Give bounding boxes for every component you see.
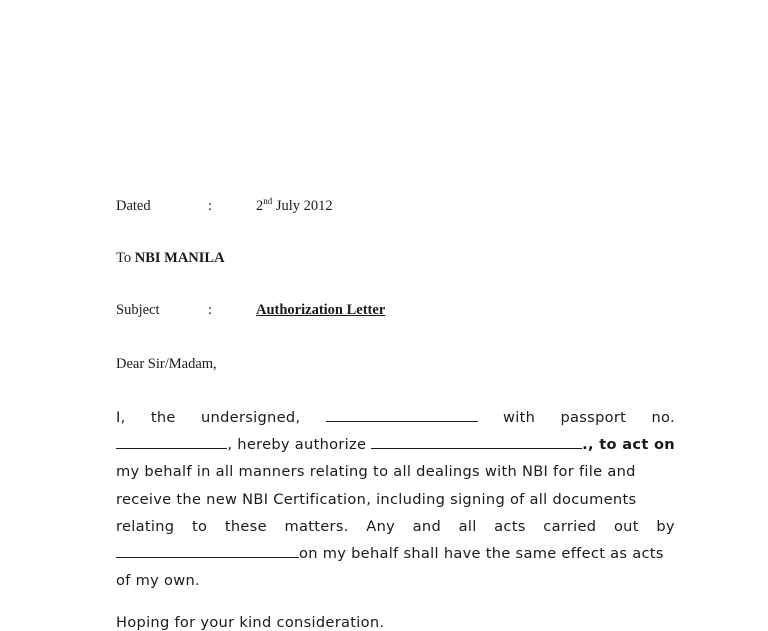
body-line-6 — [116, 540, 675, 567]
word: no. — [651, 409, 675, 426]
word: with — [503, 409, 536, 426]
word: by — [656, 517, 675, 535]
dated-label: Dated — [116, 197, 151, 214]
body-paragraph — [116, 404, 675, 594]
word: passport — [560, 409, 627, 426]
word: all — [458, 517, 477, 535]
date-value — [256, 198, 333, 214]
recipient-name: NBI MANILA — [134, 250, 225, 266]
subject-row — [116, 302, 385, 319]
word: carried — [543, 517, 597, 535]
body-text: receive the new NBI Certification, including signing of all documents — [116, 490, 637, 508]
word: acts — [494, 517, 526, 535]
date-rest: July 2012 — [272, 197, 333, 214]
word: out — [613, 517, 639, 535]
body-text: my behalf in all manners relating to all dealings with NBI for file and — [116, 463, 636, 481]
word: undersigned, — [201, 409, 301, 426]
dated-row — [116, 196, 333, 215]
word: these — [224, 517, 267, 535]
body-text: , hereby authorize — [227, 436, 367, 454]
agent-blank[interactable] — [116, 541, 299, 558]
word: the — [150, 409, 176, 426]
body-line-5 — [116, 513, 675, 540]
date-day: 2 — [256, 197, 264, 214]
subject-colon: : — [208, 302, 213, 318]
salutation: Dear Sir/Madam, — [116, 356, 217, 372]
word: matters. — [284, 517, 349, 535]
passport-blank[interactable] — [116, 432, 227, 449]
recipient-row — [116, 250, 225, 267]
body-line-2 — [116, 431, 675, 458]
word: I, — [116, 409, 126, 426]
subject-value: Authorization Letter — [256, 302, 386, 318]
authorized-person-blank[interactable] — [371, 432, 582, 449]
word: and — [412, 517, 442, 535]
body-text: of my own. — [116, 572, 200, 590]
to-prefix: To — [116, 250, 135, 266]
body-text: on my behalf shall have the same effect as acts — [299, 545, 664, 563]
body-line-7 — [116, 567, 675, 594]
body-line-4 — [116, 486, 675, 513]
subject-label: Subject — [116, 302, 160, 318]
name-blank[interactable] — [326, 405, 478, 422]
closing-line: Hoping for your kind consideration. — [116, 614, 385, 631]
date-suffix: nd — [263, 196, 273, 206]
dated-colon: : — [208, 197, 213, 214]
word: Any — [366, 517, 396, 535]
body-line-3 — [116, 458, 675, 485]
word: relating — [116, 517, 175, 535]
body-line-1 — [116, 404, 675, 431]
word: to — [191, 517, 208, 535]
body-text: ., to act on — [582, 436, 675, 454]
